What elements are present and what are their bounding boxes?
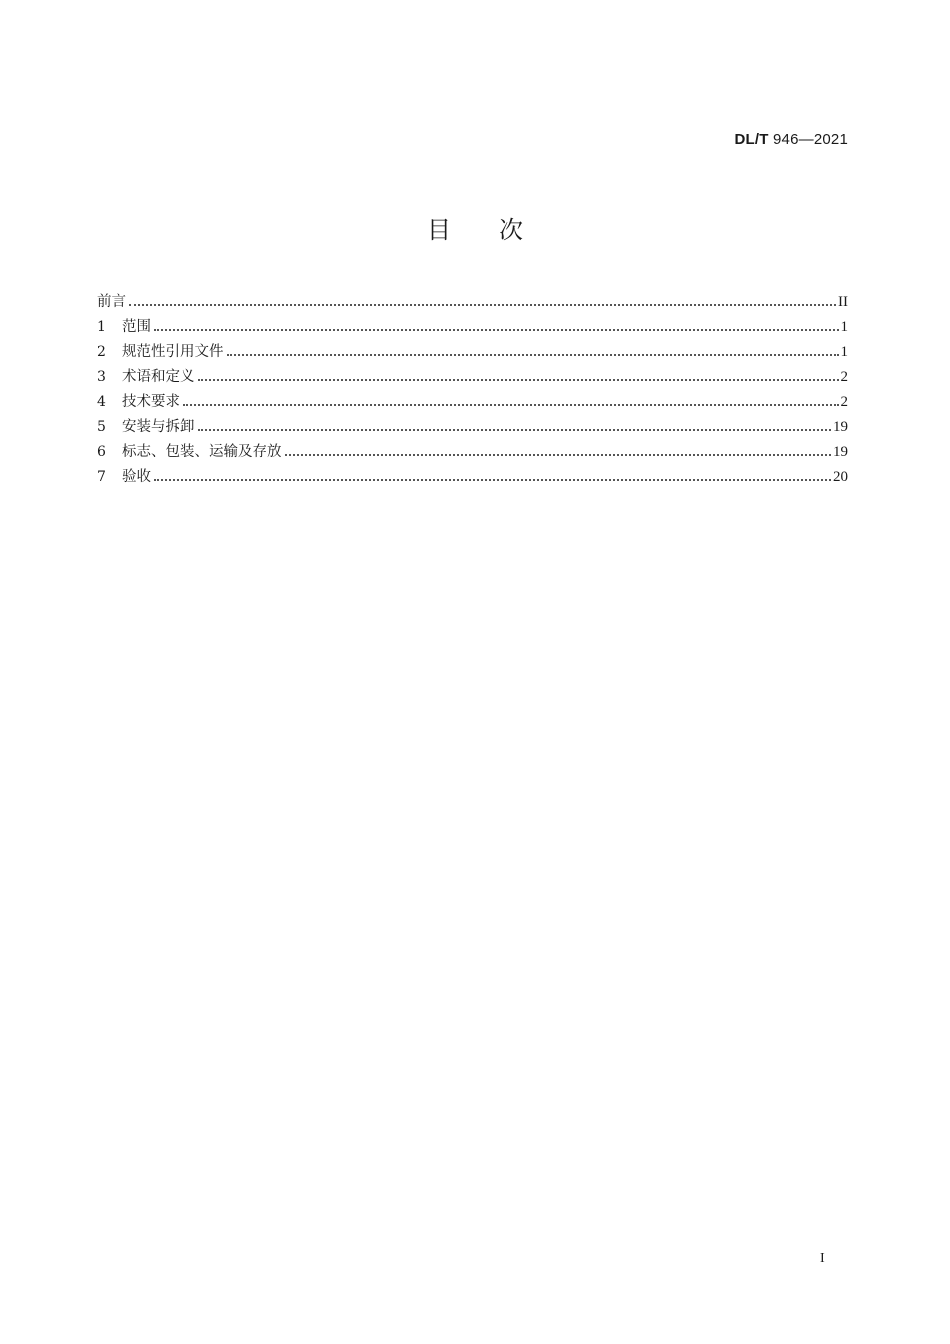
standard-prefix: DL/T xyxy=(734,131,769,148)
toc-entry-label: 安装与拆卸 xyxy=(122,419,195,435)
toc-entry-label: 标志、包装、运输及存放 xyxy=(122,444,282,460)
toc-entry-page: 19 xyxy=(833,444,848,460)
toc-entry-technical-requirements[interactable] xyxy=(97,390,848,415)
toc-entry-acceptance[interactable] xyxy=(97,465,848,490)
toc-entry-number: 4 xyxy=(97,394,106,410)
toc-entry-number: 6 xyxy=(97,444,106,460)
toc-dot-leader xyxy=(285,453,832,456)
toc-dot-leader xyxy=(183,403,839,406)
toc-dot-leader xyxy=(154,328,839,331)
toc-dot-leader xyxy=(154,478,831,481)
toc-entry-page: 19 xyxy=(833,419,848,435)
page-number: I xyxy=(820,1251,825,1266)
toc-entry-installation-removal[interactable] xyxy=(97,415,848,440)
toc-entry-label: 前言 xyxy=(97,294,126,310)
toc-entry-normative-references[interactable] xyxy=(97,340,848,365)
toc-entry-page: 2 xyxy=(840,369,848,385)
toc-entry-label: 范围 xyxy=(122,319,151,335)
toc-entry-foreword[interactable] xyxy=(97,290,848,315)
toc-title: 目次 xyxy=(427,216,571,244)
toc-entry-number: 3 xyxy=(97,369,106,385)
toc-entry-terms-definitions[interactable] xyxy=(97,365,848,390)
toc-entry-number: 2 xyxy=(97,344,106,360)
toc-entry-page: II xyxy=(838,294,848,310)
toc-entry-page: 2 xyxy=(840,394,848,410)
toc-entry-number: 7 xyxy=(97,469,106,485)
toc-dot-leader xyxy=(198,428,832,431)
toc-entry-number: 1 xyxy=(97,319,106,335)
standard-number: 946—2021 xyxy=(773,131,848,148)
toc-entry-label: 技术要求 xyxy=(122,394,180,410)
toc-dot-leader xyxy=(227,353,839,356)
toc-entry-scope[interactable] xyxy=(97,315,848,340)
toc-dot-leader xyxy=(129,303,836,306)
toc-entry-marking-packaging[interactable] xyxy=(97,440,848,465)
toc-entry-page: 1 xyxy=(840,344,848,360)
toc-entry-number: 5 xyxy=(97,419,106,435)
table-of-contents xyxy=(97,290,848,490)
toc-entry-label: 术语和定义 xyxy=(122,369,195,385)
standard-code xyxy=(734,131,848,148)
toc-entry-page: 1 xyxy=(840,319,848,335)
toc-entry-page: 20 xyxy=(833,469,848,485)
toc-entry-label: 验收 xyxy=(122,469,151,485)
toc-entry-label: 规范性引用文件 xyxy=(122,344,224,360)
toc-dot-leader xyxy=(198,378,839,381)
